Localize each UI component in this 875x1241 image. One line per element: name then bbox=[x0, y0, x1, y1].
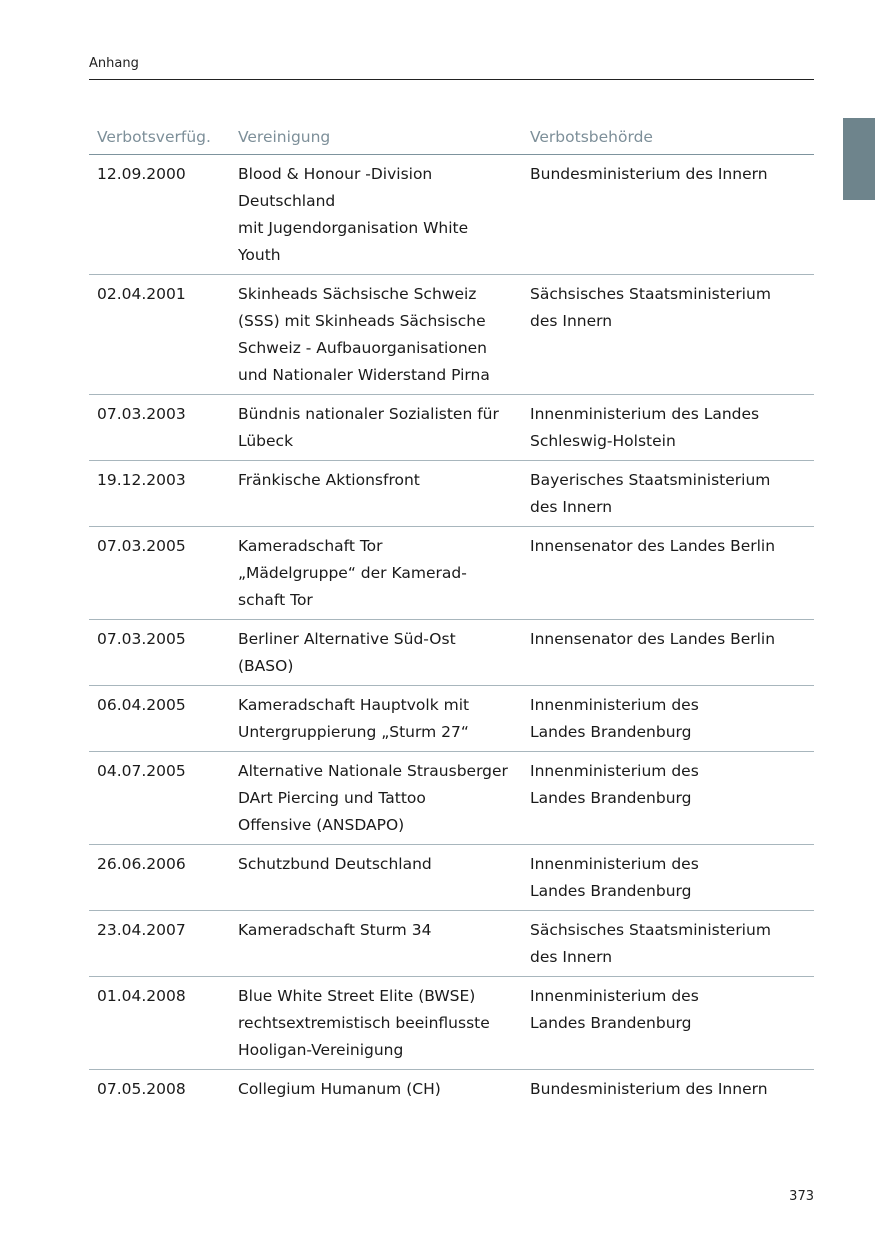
cell-organization: Blood & Honour -Division Deutschland mit Jugendorganisation White Youth bbox=[230, 155, 522, 275]
column-header-date: Verbotsverfüg. bbox=[89, 118, 230, 155]
cell-authority: Sächsisches Staatsministerium des Innern bbox=[522, 911, 814, 977]
cell-date: 26.06.2006 bbox=[89, 845, 230, 911]
cell-authority: Innenministerium des Landes Brandenburg bbox=[522, 977, 814, 1070]
header-rule bbox=[89, 79, 814, 80]
cell-date: 06.04.2005 bbox=[89, 686, 230, 752]
cell-date: 12.09.2000 bbox=[89, 155, 230, 275]
cell-date: 07.03.2003 bbox=[89, 395, 230, 461]
cell-authority: Sächsisches Staatsministerium des Innern bbox=[522, 275, 814, 395]
table-row bbox=[89, 752, 814, 845]
cell-authority: Bundesministerium des Innern bbox=[530, 1080, 768, 1098]
cell-authority: Innensenator des Landes Berlin bbox=[522, 527, 814, 620]
cell-organization: Collegium Humanum (CH) bbox=[238, 1080, 441, 1098]
cell-organization: Schutzbund Deutschland bbox=[230, 845, 522, 911]
table-header-row bbox=[89, 118, 814, 155]
cell-organization: Kameradschaft Hauptvolk mit Untergruppierung „Sturm 27“ bbox=[230, 686, 522, 752]
cell-authority: Bayerisches Staatsministerium des Innern bbox=[522, 461, 814, 527]
cell-date: 23.04.2007 bbox=[89, 911, 230, 977]
cell-date: 07.03.2005 bbox=[89, 527, 230, 620]
cell-authority: Innenministerium des Landes Brandenburg bbox=[522, 752, 814, 845]
cell-organization: Fränkische Aktionsfront bbox=[230, 461, 522, 527]
column-header-organization: Vereinigung bbox=[230, 118, 522, 155]
table-row bbox=[89, 686, 814, 752]
table-row bbox=[89, 155, 814, 275]
cell-date: 02.04.2001 bbox=[89, 275, 230, 395]
table-row bbox=[89, 461, 814, 527]
table-row bbox=[89, 911, 814, 977]
cell-authority: Bundesministerium des Innern bbox=[522, 155, 814, 275]
column-header-authority: Verbotsbehörde bbox=[522, 118, 814, 155]
cell-date: 07.05.2008 bbox=[97, 1080, 186, 1098]
page-number: 373 bbox=[789, 1189, 814, 1204]
cell-authority: Innenministerium des Landes Schleswig-Holstein bbox=[522, 395, 814, 461]
ban-table bbox=[89, 118, 814, 1108]
cell-organization: Berliner Alternative Süd-Ost (BASO) bbox=[230, 620, 522, 686]
cell-authority: Innenministerium des Landes Brandenburg bbox=[522, 686, 814, 752]
cell-organization: Bündnis nationaler Sozialisten für Lübeck bbox=[230, 395, 522, 461]
cell-organization: Alternative Nationale Strausberger DArt Piercing und Tattoo Offensive (ANSDAPO) bbox=[230, 752, 522, 845]
cell-organization: Kameradschaft Tor „Mädelgruppe“ der Kamerad- schaft Tor bbox=[230, 527, 522, 620]
cell-date: 19.12.2003 bbox=[89, 461, 230, 527]
table-row bbox=[89, 395, 814, 461]
chapter-side-tab bbox=[843, 118, 875, 200]
table-row bbox=[89, 845, 814, 911]
cell-organization: Skinheads Sächsische Schweiz (SSS) mit Skinheads Sächsische Schweiz - Aufbauorganisationen und Nationaler Widerstand Pirna bbox=[230, 275, 522, 395]
cell-authority: Innenministerium des Landes Brandenburg bbox=[522, 845, 814, 911]
cell-organization: Blue White Street Elite (BWSE) rechtsextremistisch beeinflusste Hooligan-Vereinigung bbox=[230, 977, 522, 1070]
table-row bbox=[89, 977, 814, 1070]
cell-organization: Kameradschaft Sturm 34 bbox=[230, 911, 522, 977]
running-head: Anhang bbox=[89, 56, 139, 71]
cell-date: 01.04.2008 bbox=[89, 977, 230, 1070]
cell-authority: Innensenator des Landes Berlin bbox=[522, 620, 814, 686]
cell-date: 04.07.2005 bbox=[89, 752, 230, 845]
table-row bbox=[89, 1070, 814, 1109]
cell-date: 07.03.2005 bbox=[89, 620, 230, 686]
table-row bbox=[89, 275, 814, 395]
table-row bbox=[89, 527, 814, 620]
table-row bbox=[89, 620, 814, 686]
